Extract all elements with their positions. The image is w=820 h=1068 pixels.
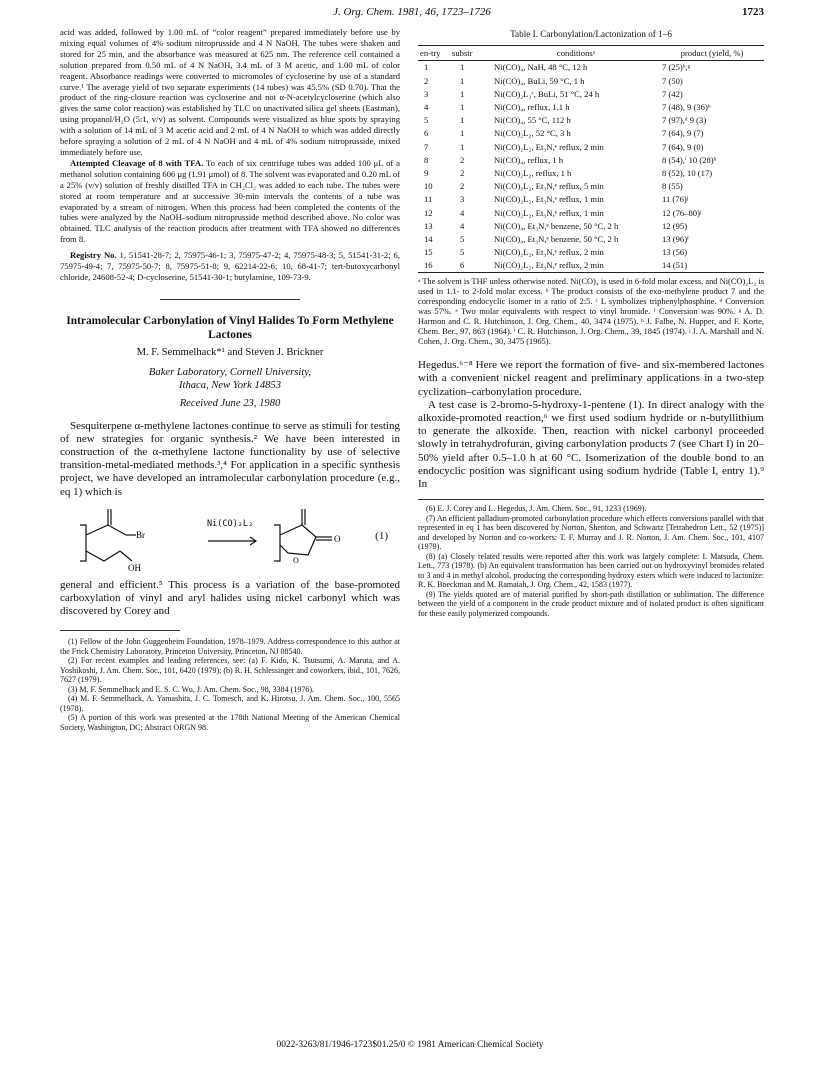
table-row — [418, 153, 764, 166]
author-affiliation — [60, 366, 400, 392]
substrate-cell: 1 — [460, 128, 465, 139]
product-cell: 7 (48), 9 (36)ʰ — [662, 102, 711, 113]
substrate-cell: 2 — [460, 154, 465, 165]
article-title: Intramolecular Carbonylation of Vinyl Halides To Form Methylene Lactones — [66, 314, 394, 341]
footnote: (8) (a) Closely related results were reported after this work was largely complete: I. Matsuda, Chem. Lett., 773 (1978). (b) An equivalent transformation has been carried out on hydroxyvinyl bromides related to 3 and 4 in methyl alcohol, producing the corresponding hydroxy esters which were induced to lactonize: R. K. Boeckman and M. Ramaiah, J. Org. Chem., 42, 1583 (1977). — [418, 551, 764, 590]
conditions-cell: Ni(CO)₄, BuLi, 59 °C, 1 h — [494, 75, 585, 86]
journal-citation: J. Org. Chem. 1981, 46, 1723–1726 — [333, 6, 491, 18]
table-row — [418, 246, 764, 259]
conditions-cell: Ni(CO)₂L₂, Et₃N,ᵉ reflux, 2 min — [494, 247, 604, 258]
conditions-cell: Ni(CO)₄, Et₃N,ᵉ benzene, 50 °C, 2 h — [494, 234, 619, 245]
substrate-cell: 1 — [460, 62, 465, 73]
body-paragraph: Hegedus.⁶⁻⁸ Here we report the formation of five- and six-membered lactones with a convenient nickel reagent and preliminary applications in a two-step cyclization–carbonylation procedure. — [418, 359, 764, 398]
tfa-cleavage-paragraph — [60, 158, 400, 245]
entry-cell: 9 — [424, 168, 429, 179]
product-cell: 7 (64), 9 (7) — [662, 128, 704, 139]
footnote: (9) The yields quoted are of material purified by short-path distillation or sublimation. The difference between the yield of a component in the crude product mixture and of isolated product is often significant for these easily polymerized compounds. — [418, 589, 764, 618]
entry-cell: 11 — [424, 194, 433, 205]
table-row — [418, 114, 764, 127]
substrate-cell: 2 — [460, 168, 465, 179]
table-row — [418, 206, 764, 219]
equation-number: (1) — [375, 529, 388, 542]
entry-header: en-try — [418, 45, 450, 60]
footnote: (7) An efficient palladium-promoted carbonylation procedure which effects conversions parallel with that represented in eq 1 has been discovered by Norton, Shenton, and Schwartz [Tetrahedron Lett., 52 (1975)] and developed by Norton and co-workers: T. F. Murray and J. R. Norton, J. Am. Chem. Soc., 101, 4107 (1979). — [418, 513, 764, 552]
substrate-cell: 2 — [460, 181, 465, 192]
table-header-row — [418, 45, 764, 60]
footnote-rule — [60, 630, 180, 631]
product-cell: 7 (64), 9 (0) — [662, 141, 704, 152]
intro-paragraph: Sesquiterpene α-methylene lactones continue to serve as stimuli for testing of new strategies for organic synthesis.² We have been interested in construction of the α-methylene lactone functionality by use of selective transition-metal-mediated methods.³,⁴ For application in a specific synthesis project, we have developed an intramolecular carbonylation procedure (e.g., eq 1) which is — [60, 419, 400, 498]
product-cell: 13 (56) — [662, 247, 688, 258]
table-footnotes: ᵃ The solvent is THF unless otherwise noted. Ni(CO)₄ is used in 6-fold molar excess, and Ni(CO)₂L₂ is used in 1.1- to 2-fold molar excess. ᵇ The product consists of the exo-methylene product 7 and the corresponding endocyclic isomer in a ratio of 2:5. ᶜ L symbolizes triphenylphosphine. ᵈ Conversion was 57%. ᵉ Two molar equivalents with respect to vinyl bromide. ᶠ Conversion was 90%. ᵍ A. D. Harmon and C. R. Hutchinson, J. Org. Chem., 40, 3474 (1975). ʰ J. Falbe, N. Hupper, and F. Korte, Chem. Ber., 97, 863 (1964). ⁱ C. R. Hutchinson, J. Org. Chem., 39, 1845 (1974). ʲ J. A. Marshall and N. Cohen, J. Org. Chem., 30, 3475 (1965). — [418, 277, 764, 347]
carbonyl-oxygen-label: O — [334, 533, 341, 544]
entry-cell: 2 — [424, 75, 429, 86]
equation-1 — [60, 503, 400, 575]
left-footnotes — [60, 637, 400, 732]
table-row — [418, 60, 764, 74]
article-authors: M. F. Semmelhack*¹ and Steven J. Brickner — [136, 346, 324, 358]
table-row — [418, 74, 764, 87]
entry-cell: 8 — [424, 154, 429, 165]
table-row — [418, 219, 764, 232]
product-cell: 12 (76–80)ʲ — [662, 207, 702, 218]
table-row — [418, 233, 764, 246]
right-footnotes — [418, 499, 764, 618]
substrate-cell: 5 — [460, 247, 465, 258]
substrate-cell: 3 — [460, 194, 465, 205]
copyright-footer: 0022-3263/81/1946-1723$01.25/0 © 1981 American Chemical Society — [276, 1040, 544, 1050]
conditions-cell: Ni(CO)₂L₂, Et₃N,ᵉ reflux, 2 min — [494, 141, 604, 152]
entry-cell: 10 — [424, 181, 433, 192]
entry-cell: 7 — [424, 141, 429, 152]
conditions-cell: Ni(CO)₂L₂, reflux, 1 h — [494, 168, 572, 179]
product-cell: 8 (54),ⁱ 10 (28)ʰ — [662, 154, 717, 165]
substrate-cell: 4 — [460, 220, 465, 231]
left-column — [60, 27, 400, 732]
product-cell: 7 (97),ᵈ 9 (3) — [662, 115, 707, 126]
entry-cell: 5 — [424, 115, 429, 126]
tfa-cleavage-text: To each of six centrifuge tubes was added 100 μL of a methanol solution containing 606 μg (1.91 μmol) of 8. The solvent was evaporated and 0.20 mL of a 25% (v/v) solution of freshly distilled TFA in CH₂Cl₂ was added to each tube. The tubes were stored at room temperature and at successive 30-min intervals the contents of a tube was evaporated by a stream of nitrogen. When this process had been completed the contents of the tubes were analyzed by the NaOH–sodium nitroprusside method described above. No color was obtained. TLC analysis of the reaction products after treatment with TFA showed no differences from 8. — [60, 157, 400, 245]
table-body — [418, 60, 764, 272]
reaction-scheme-figure — [60, 503, 400, 575]
product-cell: 7 (25)ᵇ,ᵍ — [662, 62, 691, 73]
substrate-cell: 1 — [460, 141, 465, 152]
entry-cell: 12 — [424, 207, 433, 218]
entry-cell: 3 — [424, 88, 429, 99]
hydroxyl-label: OH — [128, 562, 141, 573]
table-row — [418, 87, 764, 100]
footnote: (3) M. F. Semmelhack and E. S. C. Wu, J. Am. Chem. Soc., 98, 3384 (1976). — [68, 684, 314, 694]
substrate-header: substr — [450, 45, 492, 60]
registry-text: 1, 51541-28-7; 2, 75975-46-1; 3, 75975-47-2; 4, 75975-48-3; 5, 51541-31-2; 6, 75975-49-4; 7, 75975-50-7; 8, 75975-51-8; 9, 62214-22-6; 10, 68-41-7; tert-butoxycarbonyl chloride, 24608-52-4; D-cycloserine, 51541-30-1; butylamine, 109-73-9. — [60, 250, 400, 282]
conditions-cell: Ni(CO)₄, reflux, 1 h — [494, 154, 564, 165]
entry-cell: 4 — [424, 102, 429, 113]
product-cell: 7 (42) — [662, 88, 683, 99]
table-row — [418, 180, 764, 193]
entry-cell: 14 — [424, 234, 433, 245]
conditions-cell: Ni(CO)₄, 55 °C, 112 h — [494, 115, 571, 126]
body-paragraph: A test case is 2-bromo-5-hydroxy-1-pentene (1). In direct analogy with the alkoxide-promoted reaction,⁶ we first used sodium hydride or n-butyllithium to generate the alkoxide. Then, reaction with nickel carbonyl proceeded slowly in tetrahydrofuran, giving carbonylation products 7 (see Chart I) in 20–50% yield after 0.5–1.0 h at 60 °C. Isomerization of the double bond to an endocyclic position was significant using sodium hydride (Table I, entry 1).⁹ In — [418, 398, 764, 490]
product-cell: 8 (55) — [662, 181, 683, 192]
entry-cell: 16 — [418, 259, 450, 273]
registry-heading: Registry No. — [70, 250, 117, 261]
table-row — [418, 193, 764, 206]
section-heading: Attempted Cleavage of 8 with TFA. — [70, 157, 204, 168]
conditions-cell: Ni(CO)₄, reflux, 1.1 h — [494, 102, 570, 113]
product-cell: 12 (95) — [662, 220, 688, 231]
conditions-cell: Ni(CO)₂L₂, Et₃N,ᵉ reflux, 1 min — [494, 194, 604, 205]
page-number: 1723 — [742, 6, 764, 18]
substrate-cell: 1 — [460, 88, 465, 99]
received-date: Received June 23, 1980 — [179, 397, 281, 409]
continuation-paragraph: general and efficient.⁵ This process is a variation of the base-promoted carboxylation of vinyl and aryl halides using nickel carbonyl which was discovered by Corey and — [60, 578, 400, 618]
running-header — [60, 6, 764, 22]
substrate-cell: 1 — [460, 115, 465, 126]
reagent-label: Ni(CO)₂L₂ — [207, 518, 254, 529]
conditions-cell: Ni(CO)₄, Et₃N,ᵉ benzene, 50 °C, 2 h — [494, 220, 619, 231]
conditions-cell: Ni(CO)₂L₂ᶜ, BuLi, 51 °C, 24 h — [494, 88, 600, 99]
conditions-cell: Ni(CO)₂L₂, Et₃N,ᵉ reflux, 1 min — [494, 207, 604, 218]
product-cell: 11 (76)ʲ — [662, 194, 689, 205]
footnote: (1) Fellow of the John Guggenheim Foundation, 1978–1979. Address correspondence to this author at the Frick Chemistry Laboratory, Princeton University, Princeton, NJ 08540. — [60, 637, 400, 656]
registry-paragraph — [60, 250, 400, 283]
experimental-paragraph: acid was added, followed by 1.00 mL of “color reagent” prepared immediately before use by mixing equal volumes of 4% sodium nitroprusside and 4 N NaOH. The tubes were shaken and stored for 25 min, and the absorbance was measured at 625 nm. The reference cell contained a solution prepared from 0.50 mL of 4 N NaOH, 3.4 mL of 3 M acetic, and 1.00 mL of color reagent. Absorbance readings were converted to micromoles of cycloserine by use of a standard curve.¹ The average yield of two separate experiments (14 tubes) was 45.5% (SD 0.70). That the product of the ring-closure reaction was cycloserine and not α-N-acetylcycloserine (which also gives the same color reaction) was established by TLC on unactivated silica gel sheets (Eastman), using propanol/H₂O (5:1, v/v) as solvent. Compounds were visualized as blue spots by spraying with a solution of 14 mL of 3 M acetic acid and 2 mL of 4 N NaOH to which was added directly before spraying a solution of 2 mL of 4 N NaOH and 4 mL of 4% sodium nitroprusside, mixed immediately before use. — [60, 27, 400, 157]
table-row — [418, 259, 764, 273]
table-caption: Table I. Carbonylation/Lactonization of 1–6 — [510, 29, 672, 39]
entry-cell: 15 — [424, 247, 433, 258]
footnote: (6) E. J. Corey and L. Hegedus, J. Am. Chem. Soc., 91, 1233 (1969). — [426, 504, 647, 514]
conditions-cell: Ni(CO)₂L₂, 52 °C, 3 h — [494, 128, 571, 139]
table-row — [418, 140, 764, 153]
table-row — [418, 101, 764, 114]
conditions-cell: Ni(CO)₄, NaH, 48 °C, 12 h — [494, 62, 588, 73]
substrate-cell: 4 — [460, 207, 465, 218]
entry-cell: 6 — [424, 128, 429, 139]
substrate-cell: 5 — [460, 234, 465, 245]
bromo-label: Br — [136, 529, 145, 540]
conditions-header: conditionsᵃ — [492, 45, 660, 60]
product-cell: 14 (51) — [660, 259, 764, 273]
footnote: (2) For recent examples and leading references, see: (a) F. Kido, K. Tsutsumi, A. Maruta, and A. Yoshikoshi, J. Am. Chem. Soc., 101, 6420 (1979); (b) R. H. Schlessinger and coworkers, ibid., 101, 7626, 7627 (1979). — [60, 656, 400, 685]
substrate-cell: 6 — [450, 259, 492, 273]
product-cell: 7 (50) — [662, 75, 683, 86]
product-cell: 13 (96)ᶠ — [662, 234, 689, 245]
footnote: (4) M. F. Semmelhack, A. Yamashita, J. C. Tomesch, and K. Hirotsu, J. Am. Chem. Soc., 100, 5565 (1978). — [60, 694, 400, 713]
conditions-cell: Ni(CO)₂L₂, Et₃N,ᵉ reflux, 2 min — [492, 259, 660, 273]
table-row — [418, 127, 764, 140]
affiliation-line-1: Baker Laboratory, Cornell University, — [148, 366, 312, 378]
substrate-cell: 1 — [460, 102, 465, 113]
affiliation-line-2: Ithaca, New York 14853 — [178, 379, 282, 391]
entry-cell: 1 — [424, 62, 429, 73]
right-column — [418, 27, 764, 618]
table-row — [418, 167, 764, 180]
article-divider — [160, 299, 300, 300]
results-table — [418, 45, 764, 273]
conditions-cell: Ni(CO)₂L₂, Et₃N,ᵉ reflux, 5 min — [494, 181, 604, 192]
ring-oxygen-label: O — [293, 555, 299, 565]
entry-cell: 13 — [424, 220, 433, 231]
substrate-cell: 1 — [460, 75, 465, 86]
product-cell: 8 (52), 10 (17) — [662, 168, 713, 179]
product-header: product (yield, %) — [660, 45, 764, 60]
footnote: (5) A portion of this work was presented at the 178th National Meeting of the American Chemical Society, Washington, DC; Abstract ORGN 98. — [60, 713, 400, 732]
